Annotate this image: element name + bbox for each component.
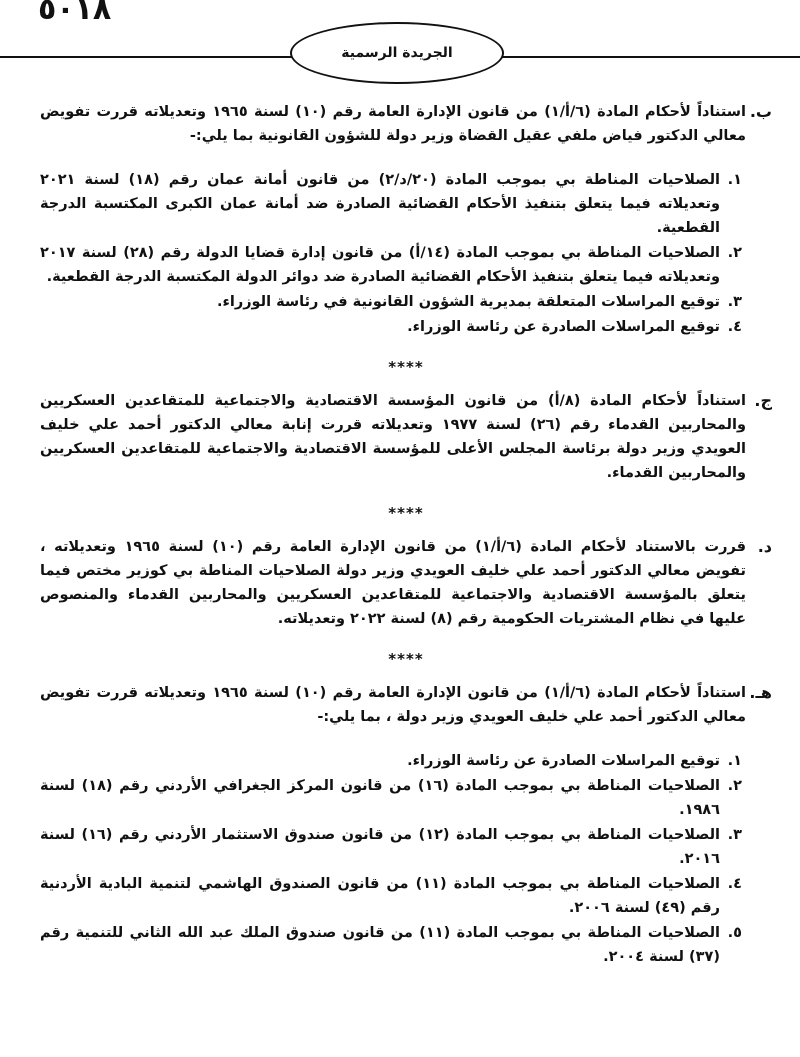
list-item: [40, 241, 746, 289]
section-separator: ****: [388, 358, 424, 376]
item-number: ٢.: [727, 245, 742, 261]
list-item: [40, 921, 746, 969]
item-text: توقيع المراسلات الصادرة عن رئاسة الوزراء.: [407, 753, 720, 769]
section-letter: ب.: [749, 102, 772, 121]
item-number: ٢.: [727, 778, 742, 794]
list-item: [40, 749, 746, 773]
list-item: [40, 872, 746, 920]
section-j: [40, 389, 772, 485]
item-number: ٥.: [727, 925, 742, 941]
page-number: ٥٠١٨: [38, 0, 112, 27]
list-item: [40, 315, 746, 339]
section-letter: ج.: [754, 391, 772, 410]
document-body: [40, 100, 772, 970]
list-item: [40, 823, 746, 871]
item-number: ٣.: [727, 294, 742, 310]
item-number: ١.: [727, 753, 742, 769]
gazette-title: الجريدة الرسمية: [341, 45, 453, 61]
item-text: الصلاحيات المناطة بي بموجب المادة (١٦) من قانون المركز الجغرافي الأردني رقم (١٨) لسنة ١٩٨٦.: [40, 778, 720, 818]
item-text: توقيع المراسلات الصادرة عن رئاسة الوزراء.: [407, 319, 720, 335]
section-b: [40, 100, 772, 339]
section-b-list: [40, 168, 746, 339]
section-letter: هـ.: [749, 683, 772, 702]
item-number: ٤.: [727, 319, 742, 335]
item-number: ٤.: [727, 876, 742, 892]
item-number: ١.: [727, 172, 742, 188]
section-text: استناداً لأحكام المادة (٨/أ) من قانون المؤسسة الاقتصادية والاجتماعية للمتقاعدين العسكريين والمحاربين القدماء رقم (٢٦) لسنة ١٩٧٧ وتعديلاته قررت إنابة معالي الدكتور أحمد علي خليف العويدي وزير دولة برئاسة المجلس الأعلى للمؤسسة الاقتصادية والاجتماعية للمتقاعدين العسكريين والمحاربين القدماء.: [40, 393, 746, 481]
item-text: الصلاحيات المناطة بي بموجب المادة (١٤/أ) من قانون إدارة قضايا الدولة رقم (٢٨) لسنة ٢٠١٧ وتعديلاته فيما يتعلق بتنفيذ الأحكام القضائية الصادرة ضد دوائر الدولة المكتسبة الدرجة القطعية.: [40, 245, 720, 285]
section-text: استناداً لأحكام المادة (٦/أ/١) من قانون الإدارة العامة رقم (١٠) لسنة ١٩٦٥ وتعديلاته قررت تفويض معالي الدكتور أحمد علي خليف العويدي وزير دولة ، بما يلي:-: [40, 685, 746, 725]
section-separator: ****: [388, 650, 424, 668]
list-item: [40, 290, 746, 314]
item-text: الصلاحيات المناطة بي بموجب المادة (١٢) من قانون صندوق الاستثمار الأردني رقم (١٦) لسنة ٢٠١٦.: [40, 827, 721, 867]
section-letter: د.: [757, 537, 772, 556]
list-item: [40, 774, 746, 822]
item-number: ٣.: [727, 827, 742, 843]
item-text: الصلاحيات المناطة بي بموجب المادة (١١) من قانون الصندوق الهاشمي لتنمية البادية الأردنية رقم (٤٩) لسنة ٢٠٠٦.: [40, 876, 720, 916]
section-text: استناداً لأحكام المادة (٦/أ/١) من قانون الإدارة العامة رقم (١٠) لسنة ١٩٦٥ وتعديلاته قررت تفويض معالي الدكتور فياض ملفي عقيل القضاة وزير دولة للشؤون القانونية بما يلي:-: [40, 104, 746, 144]
item-text: الصلاحيات المناطة بي بموجب المادة (١١) من قانون صندوق الملك عبد الله الثاني للتنمية رقم (٣٧) لسنة ٢٠٠٤.: [40, 925, 720, 965]
list-item: [40, 168, 746, 240]
item-text: الصلاحيات المناطة بي بموجب المادة (٢٠/د/٢) من قانون أمانة عمان رقم (١٨) لسنة ٢٠٢١ وتعديلاته فيما يتعلق بتنفيذ الأحكام القضائية الصادرة ضد أمانة عمان الكبرى المكتسبة الدرجة القطعية.: [40, 172, 720, 236]
section-h: [40, 681, 772, 969]
section-d: [40, 535, 772, 631]
item-text: توقيع المراسلات المتعلقة بمديرية الشؤون القانونية في رئاسة الوزراء.: [216, 294, 720, 310]
gazette-header-badge: [290, 22, 504, 84]
section-text: قررت بالاستناد لأحكام المادة (٦/أ/١) من قانون الإدارة العامة رقم (١٠) لسنة ١٩٦٥ وتعديلاته ، تفويض معالي الدكتور أحمد علي خليف العويدي وزير دولة الصلاحيات المناطة بي كوزير مختص فيما يتعلق بالمؤسسة الاقتصادية والاجتماعية للمتقاعدين العسكريين والمحاربين القدماء والمنصوص عليها في نظام المشتريات الحكومية رقم (٨) لسنة ٢٠٢٢ وتعديلاته.: [40, 539, 746, 627]
section-separator: ****: [388, 504, 424, 522]
section-h-list: [40, 749, 746, 969]
